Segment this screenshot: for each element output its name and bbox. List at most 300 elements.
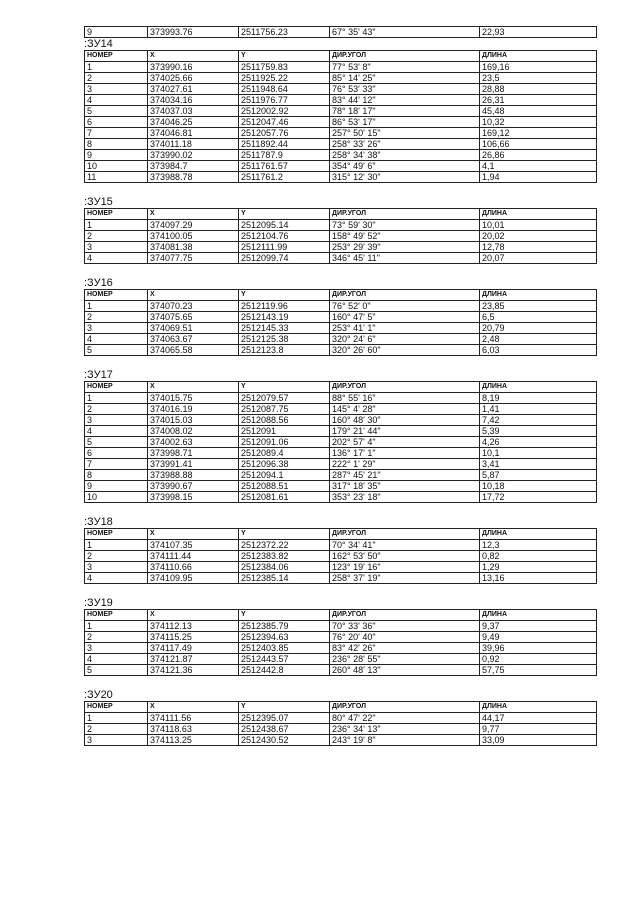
document-page (84, 26, 596, 746)
cell-x: 374077.75 (148, 253, 239, 264)
cell-y: 2512395.07 (239, 713, 330, 724)
cell-y: 2512002.92 (239, 106, 330, 117)
cell-x: 374046.81 (148, 128, 239, 139)
cell-y: 2512442.8 (239, 665, 330, 676)
header-length: ДЛИНА (480, 529, 597, 540)
cell-length: 1,94 (480, 172, 597, 183)
table-row (85, 540, 597, 551)
cell-number: 10 (85, 161, 148, 172)
table-row (85, 345, 597, 356)
table-row (85, 492, 597, 503)
continued-table (84, 26, 597, 38)
coordinates-table (84, 289, 597, 356)
cell-length: 10,01 (480, 220, 597, 231)
table-row (85, 459, 597, 470)
cell-y: 2511976.77 (239, 95, 330, 106)
header-length: ДЛИНА (480, 382, 597, 393)
cell-direction-angle: 88° 55' 16" (330, 393, 480, 404)
cell-direction-angle: 76° 52' 0" (330, 301, 480, 312)
cell-number: 3 (85, 415, 148, 426)
header-direction-angle: ДИР.УГОЛ (330, 51, 480, 62)
coordinates-table (84, 609, 597, 676)
cell-length: 10,1 (480, 448, 597, 459)
cell-direction-angle: 86° 53' 17" (330, 117, 480, 128)
cell-x: 373998.71 (148, 448, 239, 459)
table-row (85, 481, 597, 492)
table-row (85, 172, 597, 183)
cell-direction-angle: 162° 53' 50" (330, 551, 480, 562)
cell-number: 3 (85, 242, 148, 253)
cell-length: 6,03 (480, 345, 597, 356)
cell-number: 1 (85, 621, 148, 632)
cell-number: 3 (85, 735, 148, 746)
cell-number: 8 (85, 470, 148, 481)
cell-length: 20,02 (480, 231, 597, 242)
cell-number: 4 (85, 654, 148, 665)
cell-number: 4 (85, 334, 148, 345)
table-row (85, 404, 597, 415)
cell-direction-angle: 145° 4' 28" (330, 404, 480, 415)
cell-x: 374097.29 (148, 220, 239, 231)
table-row (85, 84, 597, 95)
cell-length: 9,49 (480, 632, 597, 643)
cell-direction-angle: 243° 19' 8" (330, 735, 480, 746)
cell-x: 374016.19 (148, 404, 239, 415)
cell-number: 2 (85, 632, 148, 643)
table-row (85, 62, 597, 73)
cell-direction-angle: 202° 57' 4" (330, 437, 480, 448)
table-row (85, 161, 597, 172)
header-number: НОМЕР (85, 702, 148, 713)
cell-length: 0,92 (480, 654, 597, 665)
table-row (85, 73, 597, 84)
cell-direction-angle: 353° 23' 18" (330, 492, 480, 503)
header-number: НОМЕР (85, 382, 148, 393)
cell-number: 3 (85, 643, 148, 654)
cell-y: 2512088.56 (239, 415, 330, 426)
section-title: :ЗУ20 (84, 689, 113, 701)
cell-y: 2512087.75 (239, 404, 330, 415)
cell-direction-angle: 83° 42' 26" (330, 643, 480, 654)
cell-direction-angle: 85° 14' 25" (330, 73, 480, 84)
header-y: Y (239, 290, 330, 301)
cell-length: 5,87 (480, 470, 597, 481)
coordinates-table (84, 208, 597, 264)
section-title: :ЗУ17 (84, 369, 113, 381)
cell-number: 3 (85, 562, 148, 573)
cell-x: 374069.51 (148, 323, 239, 334)
cell-direction-angle: 80° 47' 22" (330, 713, 480, 724)
cell-x: 374109.95 (148, 573, 239, 584)
header-length: ДЛИНА (480, 51, 597, 62)
cell-length: 23,5 (480, 73, 597, 84)
cell-direction-angle: 77° 53' 8" (330, 62, 480, 73)
cell-length: 9,37 (480, 621, 597, 632)
coordinates-table (84, 528, 597, 584)
cell-y: 2512143.19 (239, 312, 330, 323)
cell-x: 374115.25 (148, 632, 239, 643)
cell-y: 2512119.96 (239, 301, 330, 312)
cell-length: 26,86 (480, 150, 597, 161)
cell-y: 2511761.57 (239, 161, 330, 172)
cell-length: 28,88 (480, 84, 597, 95)
cell-direction-angle: 70° 33' 36" (330, 621, 480, 632)
cell-number: 2 (85, 551, 148, 562)
cell-number: 1 (85, 62, 148, 73)
cell-length: 26,31 (480, 95, 597, 106)
cell-number: 1 (85, 713, 148, 724)
header-row (85, 529, 597, 540)
cell-length: 45,48 (480, 106, 597, 117)
cell-number: 1 (85, 393, 148, 404)
header-direction-angle: ДИР.УГОЛ (330, 529, 480, 540)
coordinates-table (84, 50, 597, 183)
table-row (85, 470, 597, 481)
cell-number: 2 (85, 724, 148, 735)
header-length: ДЛИНА (480, 610, 597, 621)
cell-direction-angle: 136° 17' 1" (330, 448, 480, 459)
parcel-section (84, 689, 596, 746)
cell-length: 23,85 (480, 301, 597, 312)
cell-number: 4 (85, 95, 148, 106)
table-row (85, 253, 597, 264)
header-row (85, 209, 597, 220)
table-row (85, 437, 597, 448)
cell-length: 1,41 (480, 404, 597, 415)
cell-y: 2512443.57 (239, 654, 330, 665)
header-number: НОМЕР (85, 209, 148, 220)
cell-direction-angle: 222° 1' 29" (330, 459, 480, 470)
cell-y: 2512096.38 (239, 459, 330, 470)
table-row (85, 334, 597, 345)
header-number: НОМЕР (85, 529, 148, 540)
cell-number: 3 (85, 323, 148, 334)
table-row (85, 301, 597, 312)
cell-number: 3 (85, 84, 148, 95)
cell-y: 2512081.61 (239, 492, 330, 503)
cell-y: 2512079.57 (239, 393, 330, 404)
cell-y: 2512372.22 (239, 540, 330, 551)
cell-number: 7 (85, 459, 148, 470)
header-y: Y (239, 529, 330, 540)
cell-x: 374118.63 (148, 724, 239, 735)
table-row (85, 665, 597, 676)
cell-number: 1 (85, 220, 148, 231)
cell-direction-angle: 78° 18' 17" (330, 106, 480, 117)
table-row (85, 393, 597, 404)
cell-x: 373998.15 (148, 492, 239, 503)
cell-y: 2511787.9 (239, 150, 330, 161)
cell-x: 373988.88 (148, 470, 239, 481)
cell-length: 57,75 (480, 665, 597, 676)
cell-number: 1 (85, 540, 148, 551)
cell-number: 9 (85, 481, 148, 492)
cell-number: 8 (85, 139, 148, 150)
header-x: X (148, 382, 239, 393)
header-direction-angle: ДИР.УГОЛ (330, 209, 480, 220)
table-row (85, 426, 597, 437)
table-row (85, 27, 597, 38)
cell-length: 9,77 (480, 724, 597, 735)
cell-x: 373990.02 (148, 150, 239, 161)
table-row (85, 139, 597, 150)
cell-y: 2512403.85 (239, 643, 330, 654)
cell-number: 5 (85, 345, 148, 356)
header-x: X (148, 702, 239, 713)
section-title: :ЗУ15 (84, 196, 113, 208)
parcel-section (84, 196, 596, 264)
cell-length: 106,66 (480, 139, 597, 150)
cell-y: 2511756.23 (239, 27, 330, 38)
cell-direction-angle: 70° 34' 41" (330, 540, 480, 551)
cell-number: 7 (85, 128, 148, 139)
cell-number: 5 (85, 106, 148, 117)
cell-y: 2512104.76 (239, 231, 330, 242)
cell-length: 20,79 (480, 323, 597, 334)
cell-direction-angle: 346° 45' 11" (330, 253, 480, 264)
cell-y: 2512384.06 (239, 562, 330, 573)
cell-x: 374065.58 (148, 345, 239, 356)
cell-length: 20,07 (480, 253, 597, 264)
header-direction-angle: ДИР.УГОЛ (330, 382, 480, 393)
header-number: НОМЕР (85, 610, 148, 621)
table-row (85, 220, 597, 231)
table-row (85, 735, 597, 746)
cell-number: 2 (85, 404, 148, 415)
header-x: X (148, 529, 239, 540)
table-row (85, 713, 597, 724)
cell-direction-angle: 123° 19' 16" (330, 562, 480, 573)
cell-number: 1 (85, 301, 148, 312)
cell-y: 2512047.46 (239, 117, 330, 128)
cell-number: 9 (85, 150, 148, 161)
section-title: :ЗУ14 (84, 38, 113, 50)
table-row (85, 415, 597, 426)
cell-direction-angle: 258° 37' 19" (330, 573, 480, 584)
cell-x: 374100.05 (148, 231, 239, 242)
table-row (85, 573, 597, 584)
cell-number: 2 (85, 73, 148, 84)
cell-x: 374015.03 (148, 415, 239, 426)
cell-x: 374121.87 (148, 654, 239, 665)
cell-number: 11 (85, 172, 148, 183)
header-direction-angle: ДИР.УГОЛ (330, 290, 480, 301)
cell-direction-angle: 236° 28' 55" (330, 654, 480, 665)
cell-direction-angle: 287° 45' 21" (330, 470, 480, 481)
coordinates-table (84, 381, 597, 503)
cell-y: 2512091.06 (239, 437, 330, 448)
cell-x: 374025.66 (148, 73, 239, 84)
table-row (85, 621, 597, 632)
cell-y: 2512089.4 (239, 448, 330, 459)
cell-direction-angle: 317° 18' 35" (330, 481, 480, 492)
header-number: НОМЕР (85, 290, 148, 301)
table-row (85, 632, 597, 643)
cell-length: 169,12 (480, 128, 597, 139)
cell-y: 2511892.44 (239, 139, 330, 150)
header-y: Y (239, 382, 330, 393)
table-row (85, 128, 597, 139)
cell-length: 4,1 (480, 161, 597, 172)
cell-x: 373984.7 (148, 161, 239, 172)
cell-x: 374111.44 (148, 551, 239, 562)
cell-y: 2511761.2 (239, 172, 330, 183)
cell-x: 374027.61 (148, 84, 239, 95)
cell-length: 10,18 (480, 481, 597, 492)
table-row (85, 95, 597, 106)
cell-x: 374070.23 (148, 301, 239, 312)
cell-direction-angle: 320° 26' 60" (330, 345, 480, 356)
header-length: ДЛИНА (480, 290, 597, 301)
header-row (85, 290, 597, 301)
cell-number: 4 (85, 426, 148, 437)
table-row (85, 562, 597, 573)
cell-number: 5 (85, 665, 148, 676)
cell-x: 374037.03 (148, 106, 239, 117)
cell-y: 2512125.38 (239, 334, 330, 345)
header-row (85, 51, 597, 62)
cell-length: 6,5 (480, 312, 597, 323)
cell-length: 2,48 (480, 334, 597, 345)
header-y: Y (239, 209, 330, 220)
cell-x: 374121.36 (148, 665, 239, 676)
cell-number: 5 (85, 437, 148, 448)
cell-x: 374002.63 (148, 437, 239, 448)
cell-x: 374110.66 (148, 562, 239, 573)
cell-y: 2512099.74 (239, 253, 330, 264)
header-x: X (148, 290, 239, 301)
cell-number: 6 (85, 448, 148, 459)
cell-direction-angle: 76° 20' 40" (330, 632, 480, 643)
cell-number: 2 (85, 312, 148, 323)
table-row (85, 643, 597, 654)
table-row (85, 654, 597, 665)
header-y: Y (239, 610, 330, 621)
cell-length: 12,3 (480, 540, 597, 551)
cell-y: 2512095.14 (239, 220, 330, 231)
cell-length: 44,17 (480, 713, 597, 724)
header-direction-angle: ДИР.УГОЛ (330, 702, 480, 713)
cell-x: 374015.75 (148, 393, 239, 404)
cell-y: 2512057.76 (239, 128, 330, 139)
cell-direction-angle: 67° 35' 43" (330, 27, 480, 38)
cell-length: 22,93 (480, 27, 597, 38)
parcel-section (84, 38, 596, 183)
header-x: X (148, 610, 239, 621)
header-length: ДЛИНА (480, 702, 597, 713)
cell-x: 374034.16 (148, 95, 239, 106)
cell-y: 2511759.83 (239, 62, 330, 73)
cell-y: 2512383.82 (239, 551, 330, 562)
cell-y: 2512394.63 (239, 632, 330, 643)
cell-direction-angle: 160° 48' 30" (330, 415, 480, 426)
cell-length: 8,19 (480, 393, 597, 404)
cell-x: 374081.38 (148, 242, 239, 253)
header-length: ДЛИНА (480, 209, 597, 220)
cell-direction-angle: 179° 21' 44" (330, 426, 480, 437)
cell-x: 374107.35 (148, 540, 239, 551)
cell-y: 2512145.33 (239, 323, 330, 334)
cell-direction-angle: 158° 49' 52" (330, 231, 480, 242)
cell-length: 4,26 (480, 437, 597, 448)
cell-direction-angle: 83° 44' 12" (330, 95, 480, 106)
cell-number: 4 (85, 573, 148, 584)
cell-x: 374075.65 (148, 312, 239, 323)
cell-direction-angle: 76° 53' 33" (330, 84, 480, 95)
table-row (85, 448, 597, 459)
table-row (85, 551, 597, 562)
cell-y: 2512430.52 (239, 735, 330, 746)
cell-y: 2512438.67 (239, 724, 330, 735)
cell-y: 2511925.22 (239, 73, 330, 84)
section-title: :ЗУ18 (84, 516, 113, 528)
parcel-section (84, 369, 596, 503)
cell-length: 7,42 (480, 415, 597, 426)
table-row (85, 242, 597, 253)
parcel-section (84, 597, 596, 676)
cell-y: 2512088.51 (239, 481, 330, 492)
cell-y: 2512123.8 (239, 345, 330, 356)
cell-x: 374046.25 (148, 117, 239, 128)
cell-y: 2512094.1 (239, 470, 330, 481)
cell-direction-angle: 320° 24' 6" (330, 334, 480, 345)
cell-x: 374063.67 (148, 334, 239, 345)
cell-length: 17,72 (480, 492, 597, 503)
cell-length: 3,41 (480, 459, 597, 470)
header-y: Y (239, 51, 330, 62)
cell-y: 2512111.99 (239, 242, 330, 253)
header-number: НОМЕР (85, 51, 148, 62)
cell-direction-angle: 260° 48' 13" (330, 665, 480, 676)
cell-length: 33,09 (480, 735, 597, 746)
table-row (85, 231, 597, 242)
cell-direction-angle: 354° 49' 6" (330, 161, 480, 172)
header-x: X (148, 209, 239, 220)
cell-length: 169,16 (480, 62, 597, 73)
header-row (85, 610, 597, 621)
sections-container (84, 38, 596, 746)
cell-length: 1,29 (480, 562, 597, 573)
cell-length: 0,82 (480, 551, 597, 562)
cell-direction-angle: 73° 59' 30" (330, 220, 480, 231)
cell-x: 373991.41 (148, 459, 239, 470)
cell-x: 374111.56 (148, 713, 239, 724)
header-y: Y (239, 702, 330, 713)
cell-x: 374113.25 (148, 735, 239, 746)
cell-length: 5,39 (480, 426, 597, 437)
cell-direction-angle: 160° 47' 5" (330, 312, 480, 323)
cell-x: 373988.78 (148, 172, 239, 183)
cell-number: 10 (85, 492, 148, 503)
cell-x: 374008.02 (148, 426, 239, 437)
cell-x: 373990.16 (148, 62, 239, 73)
table-row (85, 106, 597, 117)
section-title: :ЗУ16 (84, 277, 113, 289)
cell-length: 10,32 (480, 117, 597, 128)
header-direction-angle: ДИР.УГОЛ (330, 610, 480, 621)
cell-length: 12,78 (480, 242, 597, 253)
cell-direction-angle: 236° 34' 13" (330, 724, 480, 735)
cell-direction-angle: 257° 50' 15" (330, 128, 480, 139)
header-row (85, 382, 597, 393)
cell-y: 2511948.64 (239, 84, 330, 95)
cell-length: 39,96 (480, 643, 597, 654)
table-row (85, 312, 597, 323)
cell-x: 373993.76 (148, 27, 239, 38)
parcel-section (84, 516, 596, 584)
table-row (85, 117, 597, 128)
cell-direction-angle: 253° 29' 39" (330, 242, 480, 253)
